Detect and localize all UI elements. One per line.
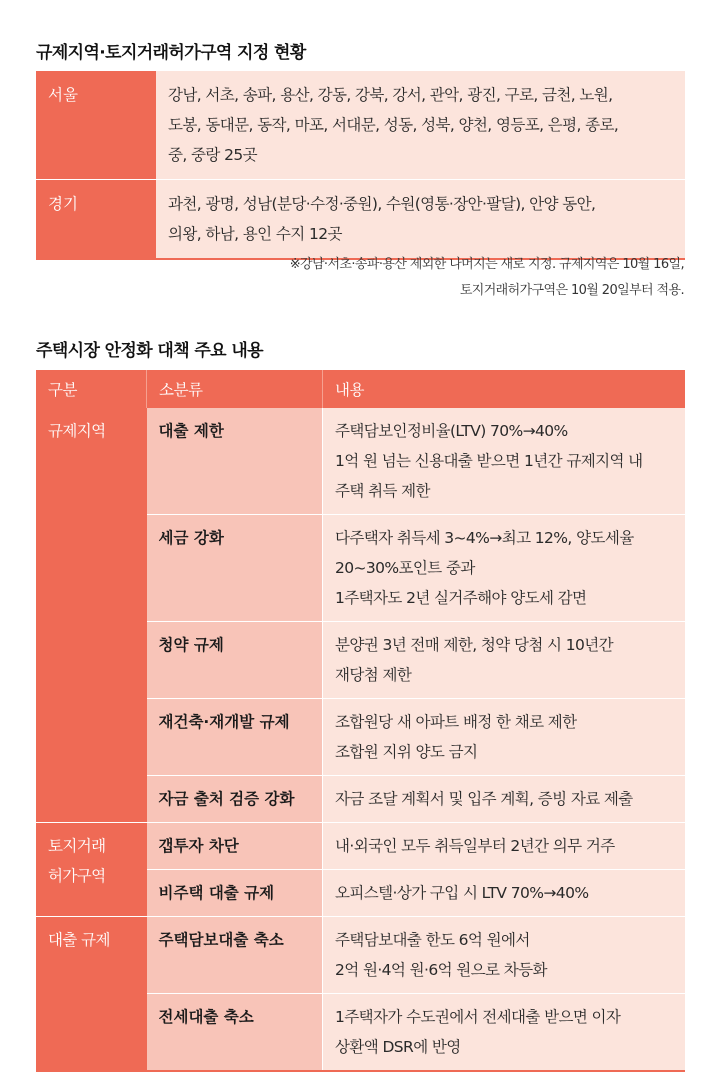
- content-line: 주택담보인정비율(LTV) 70%→40%: [335, 422, 568, 440]
- table-row: [36, 823, 685, 870]
- table-row: [36, 180, 685, 260]
- content-line: 상환액 DSR에 반영: [335, 1038, 461, 1056]
- content-line: 다주택자 취득세 3~4%→최고 12%, 양도세율: [335, 529, 634, 547]
- section1-title: 규제지역·토지거래허가구역 지정 현황: [36, 43, 306, 63]
- header-subcategory: 소분류: [147, 370, 323, 408]
- content-cell: [323, 917, 686, 994]
- content-line: 주택 취득 제한: [335, 482, 430, 500]
- group-land-permit-area: [36, 823, 147, 917]
- subcategory-cell: 대출 제한: [147, 408, 323, 515]
- area-line: 과천, 광명, 성남(분당·수정·중원), 수원(영통·장안·팔달), 안양 동안,: [168, 195, 596, 213]
- subcategory-cell: 자금 출처 검증 강화: [147, 776, 323, 823]
- region-areas-gyeonggi: [156, 180, 685, 260]
- content-cell: [323, 699, 686, 776]
- area-line: 중, 중랑 25곳: [168, 146, 257, 164]
- content-cell: [323, 994, 686, 1072]
- group-label: 토지거래: [48, 837, 106, 855]
- footnote-line: 토지거래허가구역은 10월 20일부터 적용.: [459, 283, 684, 298]
- content-cell: [323, 408, 686, 515]
- group-label: 규제지역: [48, 422, 106, 440]
- content-line: 20~30%포인트 중과: [335, 559, 475, 577]
- content-line: 1억 원 넘는 신용대출 받으면 1년간 규제지역 내: [335, 452, 643, 470]
- region-label-gyeonggi: 경기: [36, 180, 156, 260]
- table-row: [36, 71, 685, 180]
- section2-title: 주택시장 안정화 대책 주요 내용: [36, 341, 263, 361]
- group-label: 허가구역: [48, 867, 106, 885]
- content-cell: [323, 515, 686, 622]
- content-line: 주택담보대출 한도 6억 원에서: [335, 931, 530, 949]
- area-line: 의왕, 하남, 용인 수지 12곳: [168, 225, 342, 243]
- subcategory-cell: 비주택 대출 규제: [147, 870, 323, 917]
- table-row: [36, 408, 685, 515]
- content-cell: [323, 776, 686, 823]
- content-line: 조합원당 새 아파트 배정 한 채로 제한: [335, 713, 577, 731]
- subcategory-cell: 청약 규제: [147, 622, 323, 699]
- group-loan-regulation: [36, 917, 147, 1072]
- content-line: 내·외국인 모두 취득일부터 2년간 의무 거주: [335, 837, 615, 855]
- region-label-seoul: 서울: [36, 71, 156, 180]
- content-line: 조합원 지위 양도 금지: [335, 743, 478, 761]
- designation-table: [36, 71, 685, 260]
- content-cell: [323, 823, 686, 870]
- header-category: 구분: [36, 370, 147, 408]
- content-cell: [323, 622, 686, 699]
- area-line: 강남, 서초, 송파, 용산, 강동, 강북, 강서, 관악, 광진, 구로, 금천, 노원,: [168, 86, 613, 104]
- region-areas-seoul: [156, 71, 685, 180]
- footnote: [290, 252, 684, 304]
- content-line: 분양권 3년 전매 제한, 청약 당첨 시 10년간: [335, 636, 613, 654]
- subcategory-cell: 세금 강화: [147, 515, 323, 622]
- content-line: 1주택자도 2년 실거주해야 양도세 감면: [335, 589, 587, 607]
- subcategory-cell: 주택담보대출 축소: [147, 917, 323, 994]
- group-label: 대출 규제: [48, 931, 110, 949]
- subcategory-cell: 전세대출 축소: [147, 994, 323, 1072]
- content-line: 재당첨 제한: [335, 666, 412, 684]
- content-line: 오피스텔·상가 구입 시 LTV 70%→40%: [335, 884, 589, 902]
- footnote-line: ※강남·서초·송파·용산 제외한 나머지는 새로 지정. 규제지역은 10월 16일,: [289, 257, 684, 272]
- content-line: 자금 조달 계획서 및 입주 계획, 증빙 자료 제출: [335, 790, 633, 808]
- content-line: 2억 원·4억 원·6억 원으로 차등화: [335, 961, 547, 979]
- subcategory-cell: 재건축·재개발 규제: [147, 699, 323, 776]
- area-line: 도봉, 동대문, 동작, 마포, 서대문, 성동, 성북, 양천, 영등포, 은평, 종로,: [168, 116, 619, 134]
- measures-table: [36, 370, 685, 1072]
- table-header-row: [36, 370, 685, 408]
- content-cell: [323, 870, 686, 917]
- table-row: [36, 917, 685, 994]
- header-content: 내용: [323, 370, 686, 408]
- content-line: 1주택자가 수도권에서 전세대출 받으면 이자: [335, 1008, 621, 1026]
- subcategory-cell: 갭투자 차단: [147, 823, 323, 870]
- group-regulated-area: [36, 408, 147, 823]
